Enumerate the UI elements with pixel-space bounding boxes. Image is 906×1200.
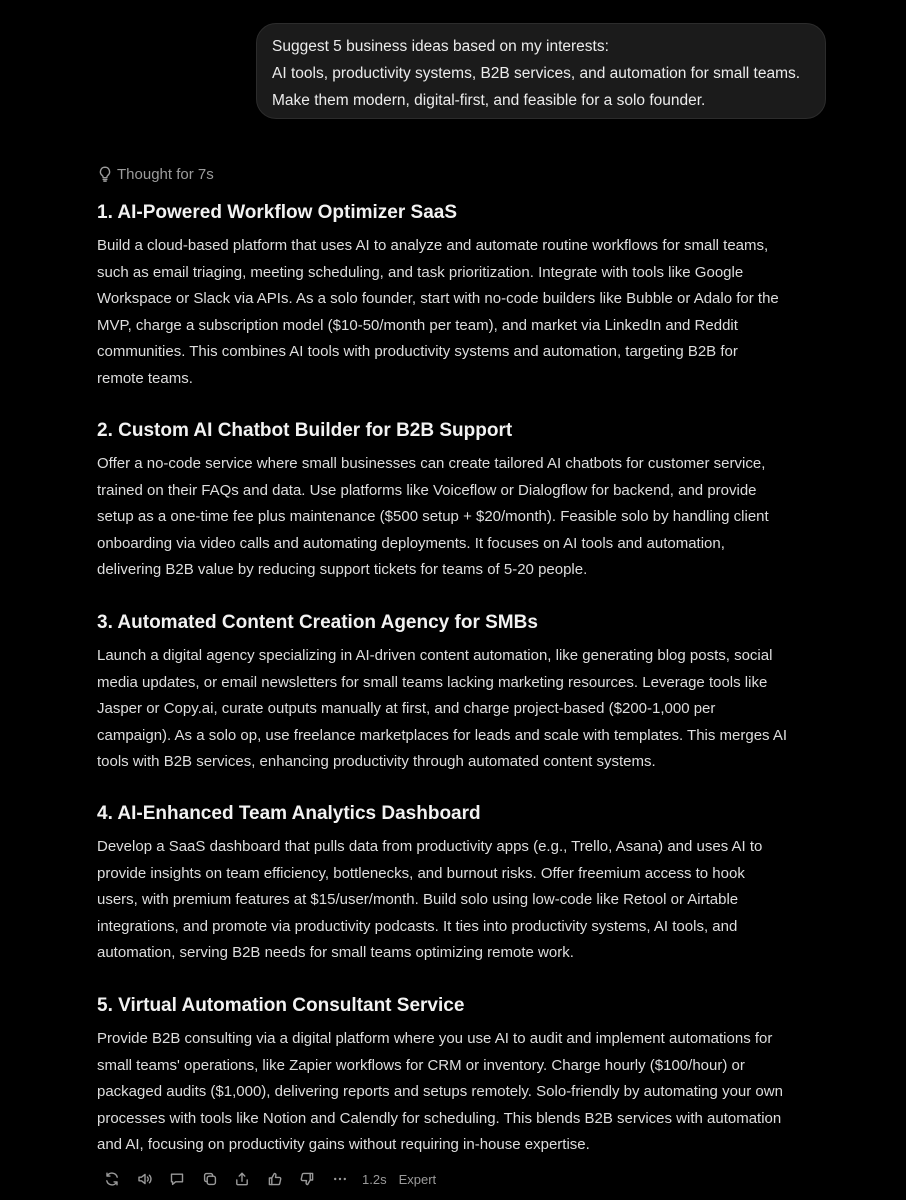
idea-body-line: delivering B2B value by reducing support tickets for teams of 5-20 people. bbox=[97, 561, 588, 579]
idea-body bbox=[97, 643, 787, 776]
comment-icon[interactable] bbox=[161, 1167, 194, 1191]
idea-body-line: Provide B2B consulting via a digital platform where you use AI to audit and implement automations for bbox=[97, 1030, 773, 1047]
idea-body bbox=[97, 451, 769, 584]
thumbs-up-icon[interactable] bbox=[259, 1167, 292, 1191]
idea-body-line: small teams' operations, like Zapier workflows for CRM or inventory. Charge hourly ($100/hour) or bbox=[97, 1056, 745, 1074]
user-message-line: Make them modern, digital-first, and feasible for a solo founder. bbox=[272, 92, 706, 109]
idea-body-line: communities. This combines AI tools with productivity systems and automation, targeting B2B for bbox=[97, 343, 738, 361]
idea-title: 5. Virtual Automation Consultant Service bbox=[97, 995, 465, 1016]
idea-body bbox=[97, 1026, 783, 1159]
regenerate-icon[interactable] bbox=[96, 1167, 129, 1191]
idea-body-line: remote teams. bbox=[97, 369, 193, 387]
idea-section bbox=[97, 608, 787, 776]
idea-title: 3. Automated Content Creation Agency for SMBs bbox=[97, 612, 538, 633]
idea-body-line: MVP, charge a subscription model ($10-50/month per team), and market via LinkedIn and Reddit bbox=[97, 316, 738, 334]
idea-section bbox=[97, 799, 762, 967]
idea-body-line: automation, serving B2B needs for small teams optimizing remote work. bbox=[97, 944, 574, 962]
lightbulb-icon bbox=[98, 166, 112, 182]
idea-body-line: Offer a no-code service where small businesses can create tailored AI chatbots for customer service, bbox=[97, 455, 766, 472]
idea-body-line: trained on their FAQs and data. Use platforms like Voiceflow or Dialogflow for backend, and provide bbox=[97, 481, 757, 499]
copy-icon[interactable] bbox=[194, 1167, 227, 1191]
thought-label: Thought for 7s bbox=[117, 165, 214, 183]
user-message-line: Suggest 5 business ideas based on my interests: bbox=[272, 38, 609, 55]
idea-section bbox=[97, 198, 779, 393]
idea-title: 4. AI-Enhanced Team Analytics Dashboard bbox=[97, 803, 481, 824]
idea-body-line: campaign). As a solo op, use freelance marketplaces for leads and scale with templates. This merges AI bbox=[97, 726, 788, 744]
idea-body-line: tools with B2B services, enhancing productivity through automated content systems. bbox=[97, 753, 656, 771]
idea-body-line: integrations, and promote via productivity podcasts. It ties into productivity systems, AI tools, and bbox=[97, 917, 738, 935]
share-icon[interactable] bbox=[226, 1167, 259, 1191]
idea-body-line: Workspace or Slack via APIs. As a solo founder, start with no-code builders like Bubble or Adalo for the bbox=[97, 290, 779, 308]
idea-body-line: provide insights on team efficiency, bottlenecks, and burnout risks. Offer freemium access to hook bbox=[97, 864, 745, 882]
response-time: 1.2s bbox=[362, 1171, 387, 1187]
read-aloud-icon[interactable] bbox=[129, 1167, 162, 1191]
idea-body-line: such as email triaging, meeting scheduling, and task prioritization. Integrate with tools like Google bbox=[97, 263, 744, 281]
idea-body-line: processes with tools like Notion and Calendly for scheduling. This blends B2B services with automation bbox=[97, 1109, 782, 1127]
idea-body bbox=[97, 834, 762, 967]
model-mode-label[interactable]: Expert bbox=[398, 1171, 437, 1187]
idea-body-line: onboarding via video calls and automating deployments. It focuses on AI tools and automation, bbox=[97, 534, 725, 552]
idea-body-line: setup as a one-time fee plus maintenance ($500 setup + $20/month). Feasible solo by handling client bbox=[97, 508, 769, 526]
idea-body-line: and AI, focusing on productivity gains without requiring in-house expertise. bbox=[97, 1136, 590, 1154]
idea-title: 1. AI-Powered Workflow Optimizer SaaS bbox=[97, 202, 458, 223]
idea-body-line: packaged audits ($1,000), delivering reports and setups remotely. Solo-friendly by automating your own bbox=[97, 1083, 783, 1101]
idea-section bbox=[97, 991, 783, 1159]
response-action-bar bbox=[96, 1167, 436, 1191]
more-icon[interactable] bbox=[324, 1167, 357, 1191]
idea-section bbox=[97, 416, 769, 584]
idea-body-line: Develop a SaaS dashboard that pulls data from productivity apps (e.g., Trello, Asana) and uses AI to bbox=[97, 838, 763, 855]
idea-body bbox=[97, 233, 779, 393]
idea-title: 2. Custom AI Chatbot Builder for B2B Support bbox=[97, 420, 513, 441]
thumbs-down-icon[interactable] bbox=[291, 1167, 324, 1191]
idea-body-line: Launch a digital agency specializing in AI-driven content automation, like generating blog posts, social bbox=[97, 647, 773, 664]
idea-body-line: media updates, or email newsletters for small teams lacking marketing resources. Leverage tools like bbox=[97, 673, 768, 691]
idea-body-line: users, with premium features at $15/user/month. Build solo using low-code like Retool or Airtable bbox=[97, 891, 739, 909]
idea-body-line: Build a cloud-based platform that uses AI to analyze and automate routine workflows for small teams, bbox=[97, 237, 769, 254]
user-message-bubble bbox=[256, 23, 826, 119]
user-message-line: AI tools, productivity systems, B2B services, and automation for small teams. bbox=[272, 65, 801, 82]
thought-toggle[interactable] bbox=[98, 163, 214, 185]
idea-body-line: Jasper or Copy.ai, curate outputs manually at first, and charge project-based ($200-1,000 per bbox=[97, 700, 716, 718]
